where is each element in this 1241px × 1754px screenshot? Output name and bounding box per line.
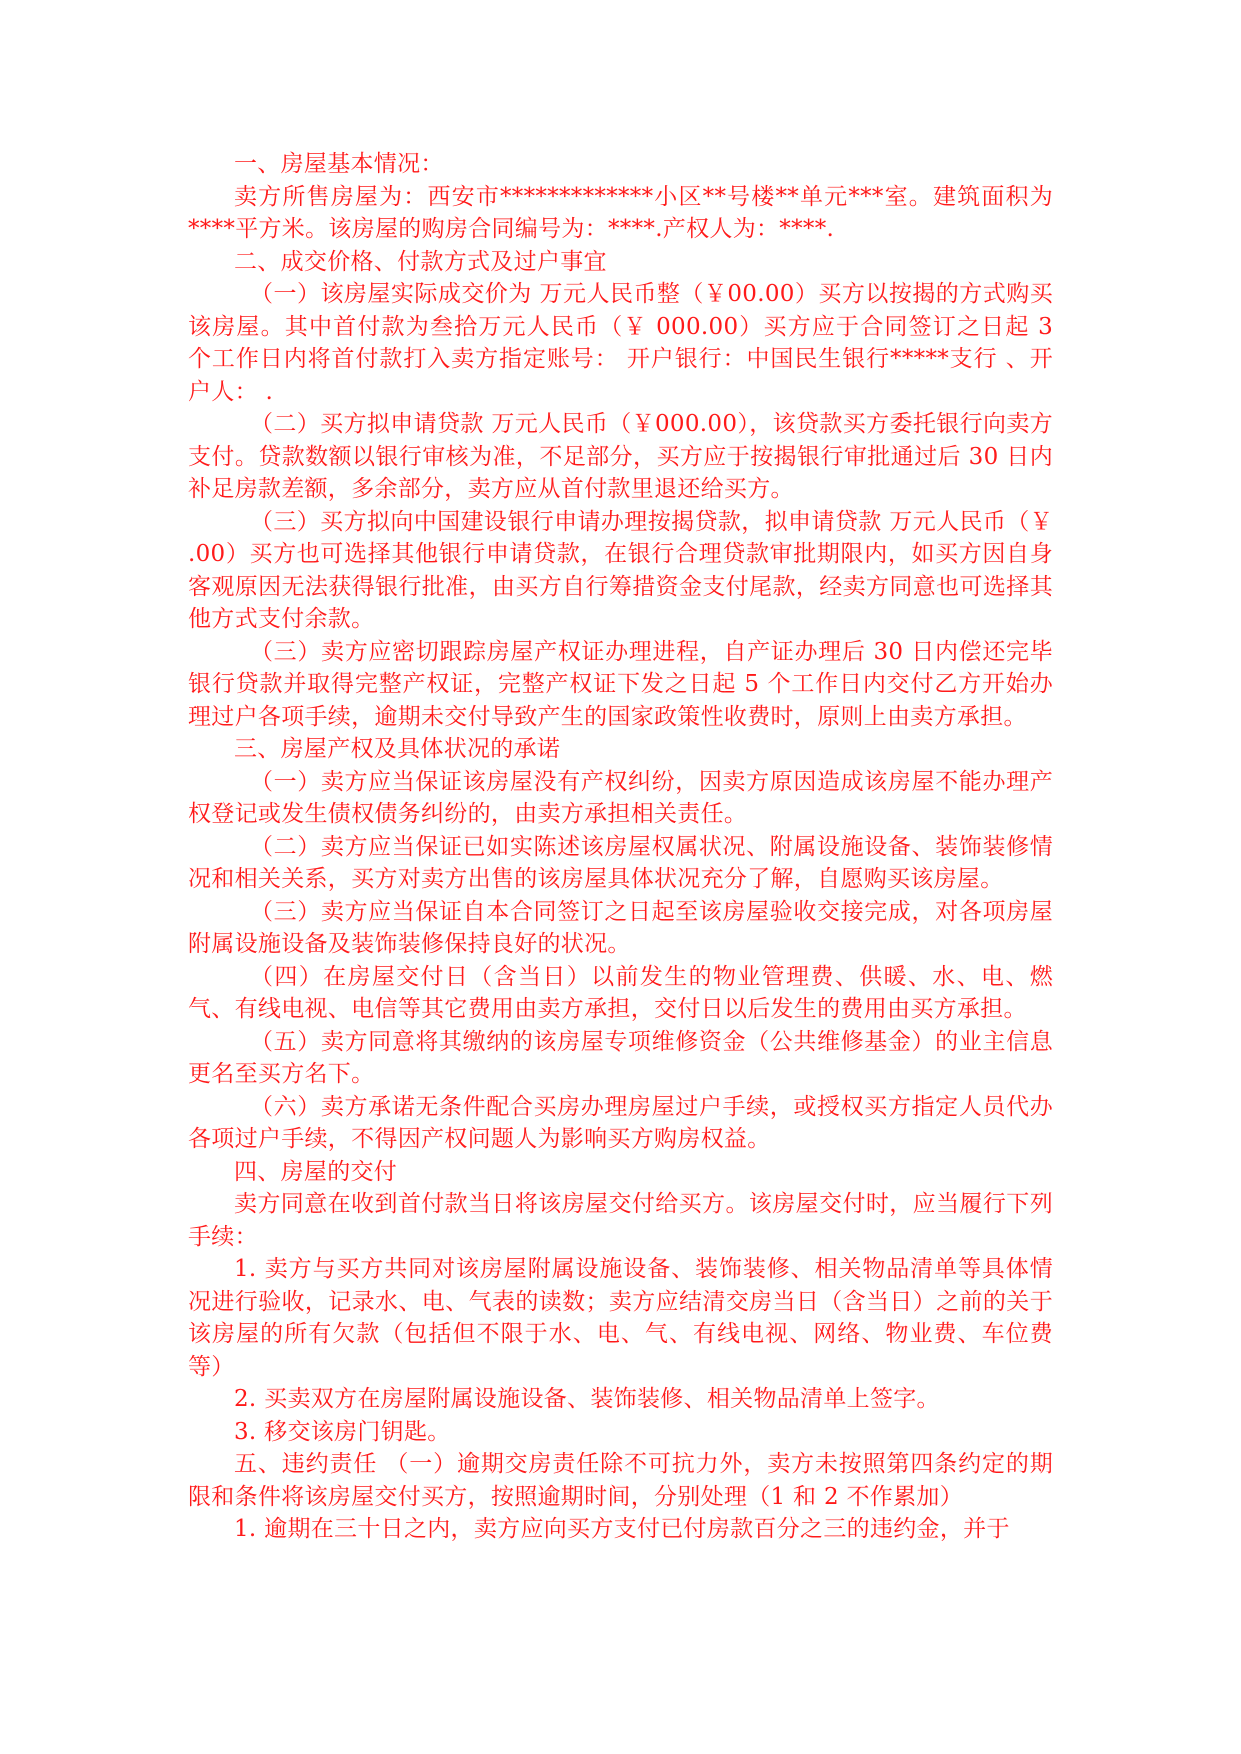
paragraph-promise-5: （五）卖方同意将其缴纳的该房屋专项维修资金（公共维修基金）的业主信息更名至买方名下。 (188, 1028, 1053, 1087)
paragraph-price-1: （一）该房屋实际成交价为 万元人民币整（￥00.00）买方以按揭的方式购买该房屋。其中首付款为叁拾万元人民币（￥ 000.00）买方应于合同签订之日起 3 个工作日内将首付款打入卖方指定账号： 开户银行：中国民生银行*****支行 、开户人： . (188, 281, 1053, 405)
contract-document (188, 148, 1053, 1546)
paragraph-price-4: （三）卖方应密切跟踪房屋产权证办理进程，自产证办理后 30 日内偿还完毕银行贷款并取得完整产权证，完整产权证下发之日起 5 个工作日内交付乙方开始办理过户各项手续，逾期未交付导致产生的国家政策性收费时，原则上由卖方承担。 (188, 638, 1053, 730)
section-heading-1: 一、房屋基本情况： (234, 151, 444, 177)
paragraph-delivery-item-1: 1. 卖方与买方共同对该房屋附属设施设备、装饰装修、相关物品清单等具体情况进行验收，记录水、电、气表的读数；卖方应结清交房当日（含当日）之前的关于该房屋的所有欠款（包括但不限于水、电、气、有线电视、网络、物业费、车位费等） (188, 1256, 1053, 1380)
paragraph-price-2: （二）买方拟申请贷款 万元人民币（￥000.00），该贷款买方委托银行向卖方支付。贷款数额以银行审核为准，不足部分，买方应于按揭银行审批通过后 30 日内补足房款差额，多余部分，卖方应从首付款里退还给买方。 (188, 411, 1053, 502)
paragraph-delivery-item-3: 3. 移交该房门钥匙。 (234, 1418, 451, 1445)
section-heading-2: 二、成交价格、付款方式及过户事宜 (234, 248, 607, 275)
section-heading-4: 四、房屋的交付 (234, 1158, 398, 1185)
paragraph-breach-item-1: 1. 逾期在三十日之内，卖方应向买方支付已付房款百分之三的违约金，并于 (234, 1516, 1010, 1542)
paragraph-delivery-item-2: 2. 买卖双方在房屋附属设施设备、装饰装修、相关物品清单上签字。 (234, 1386, 940, 1412)
paragraph-promise-3: （三）卖方应当保证自本合同签订之日起至该房屋验收交接完成，对各项房屋附属设施设备及装饰装修保持良好的状况。 (188, 898, 1053, 957)
section-heading-5: 五、违约责任 （一）逾期交房责任除不可抗力外，卖方未按照第四条约定的期限和条件将该房屋交付买方，按照逾期时间，分别处理（1 和 2 不作累加） (188, 1451, 1053, 1510)
paragraph-property-info: 卖方所售房屋为：西安市*************小区**号楼**单元***室。建筑面积为****平方米。该房屋的购房合同编号为：****.产权人为：****. (188, 183, 1053, 242)
paragraph-delivery: 卖方同意在收到首付款当日将该房屋交付给买方。该房屋交付时，应当履行下列手续： (188, 1191, 1053, 1250)
paragraph-price-3: （三）买方拟向中国建设银行申请办理按揭贷款，拟申请贷款 万元人民币（￥ .00）买方也可选择其他银行申请贷款，在银行合理贷款审批期限内，如买方因自身客观原因无法获得银行批准，由买方自行筹措资金支付尾款，经卖方同意也可选择其他方式支付余款。 (188, 508, 1053, 632)
paragraph-promise-2: （二）卖方应当保证已如实陈述该房屋权属状况、附属设施设备、装饰装修情况和相关关系，买方对卖方出售的该房屋具体状况充分了解，自愿购买该房屋。 (188, 833, 1053, 892)
paragraph-promise-6: （六）卖方承诺无条件配合买房办理房屋过户手续，或授权买方指定人员代办各项过户手续，不得因产权问题人为影响买方购房权益。 (188, 1093, 1053, 1152)
paragraph-promise-1: （一）卖方应当保证该房屋没有产权纠纷，因卖方原因造成该房屋不能办理产权登记或发生债权债务纠纷的，由卖方承担相关责任。 (188, 768, 1053, 827)
paragraph-promise-4: （四）在房屋交付日（含当日）以前发生的物业管理费、供暖、水、电、燃气、有线电视、电信等其它费用由卖方承担，交付日以后发生的费用由买方承担。 (188, 963, 1053, 1022)
section-heading-3: 三、房屋产权及具体状况的承诺 (234, 736, 561, 762)
